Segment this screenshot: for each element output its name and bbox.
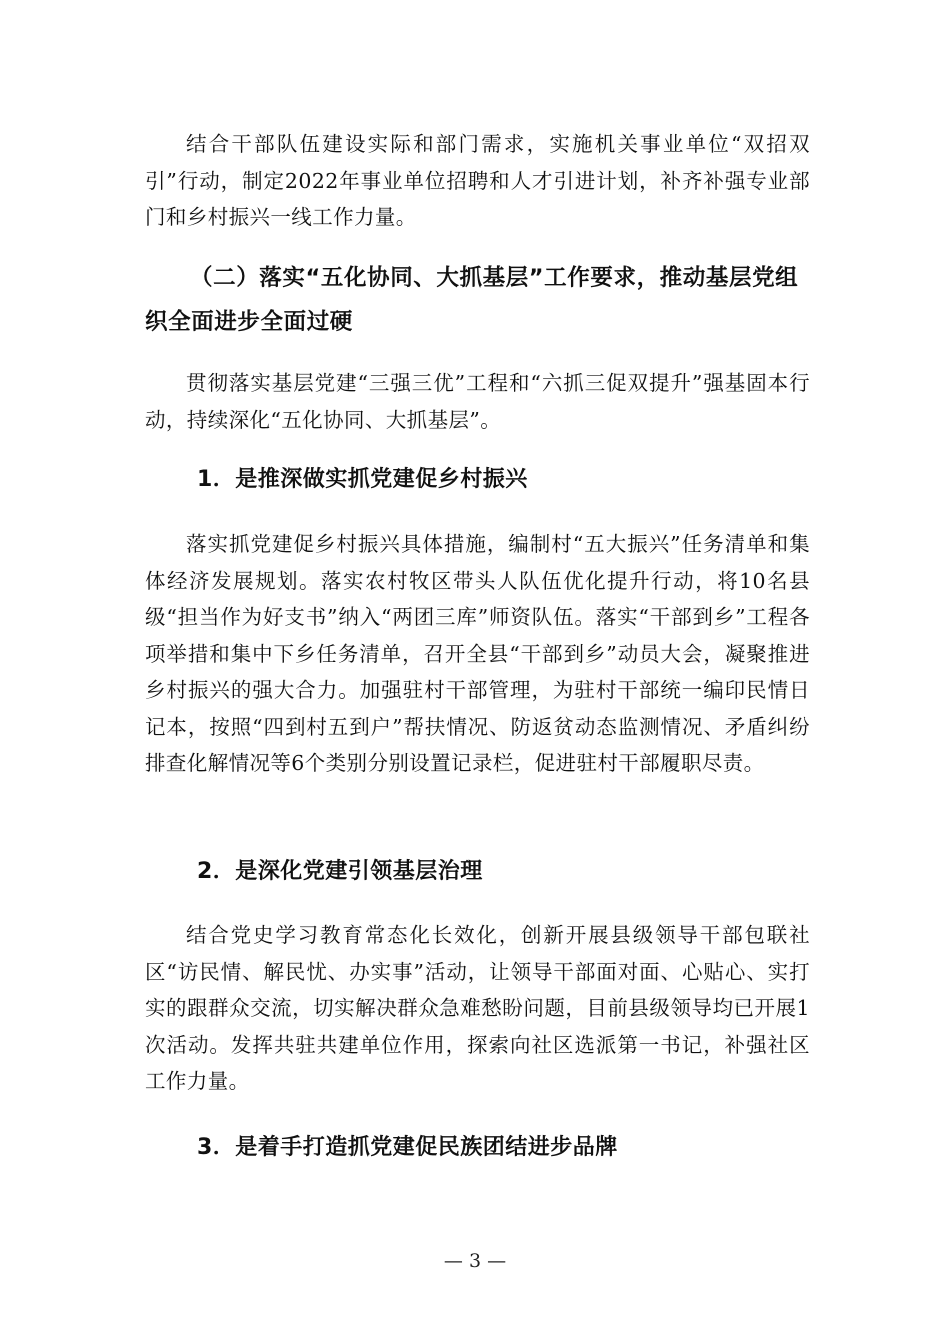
- subheading-grassroots-governance: 2．是深化党建引领基层治理: [197, 859, 483, 884]
- grassroots-governance-paragraph: 结合党史学习教育常态化长效化，创新开展县级领导干部包联社区“访民情、解民忧、办实事”活动，让领导干部面对面、心贴心、实打实的跟群众交流，切实解决群众急难愁盼问题，目前县级领导均已开展1次活动。发挥共驻共建单位作用，探索向社区选派第一书记，补强社区工作力量。: [145, 923, 810, 1093]
- subheading-ethnic-unity: 3．是着手打造抓党建促民族团结进步品牌: [197, 1135, 618, 1160]
- section-heading: （二）落实“五化协同、大抓基层”工作要求，推动基层党组织全面进步全面过硬: [145, 265, 799, 335]
- page-number: — 3 —: [443, 1250, 507, 1272]
- intro-paragraph: 结合干部队伍建设实际和部门需求，实施机关事业单位“双招双引”行动，制定2022年事业单位招聘和人才引进计划，补齐补强专业部门和乡村振兴一线工作力量。: [145, 132, 810, 229]
- section-intro-paragraph: 贯彻落实基层党建“三强三优”工程和“六抓三促双提升”强基固本行动，持续深化“五化协同、大抓基层”。: [145, 371, 810, 432]
- subheading-rural-revitalization: 1．是推深做实抓党建促乡村振兴: [197, 467, 528, 492]
- rural-revitalization-paragraph: 落实抓党建促乡村振兴具体措施，编制村“五大振兴”任务清单和集体经济发展规划。落实农村牧区带头人队伍优化提升行动，将10名县级“担当作为好支书”纳入“两团三库”师资队伍。落实“干部到乡”工程各项举措和集中下乡任务清单，召开全县“干部到乡”动员大会，凝聚推进乡村振兴的强大合力。加强驻村干部管理，为驻村干部统一编印民情日记本，按照“四到村五到户”帮扶情况、防返贫动态监测情况、矛盾纠纷排查化解情况等6个类别分别设置记录栏，促进驻村干部履职尽责。: [145, 532, 810, 775]
